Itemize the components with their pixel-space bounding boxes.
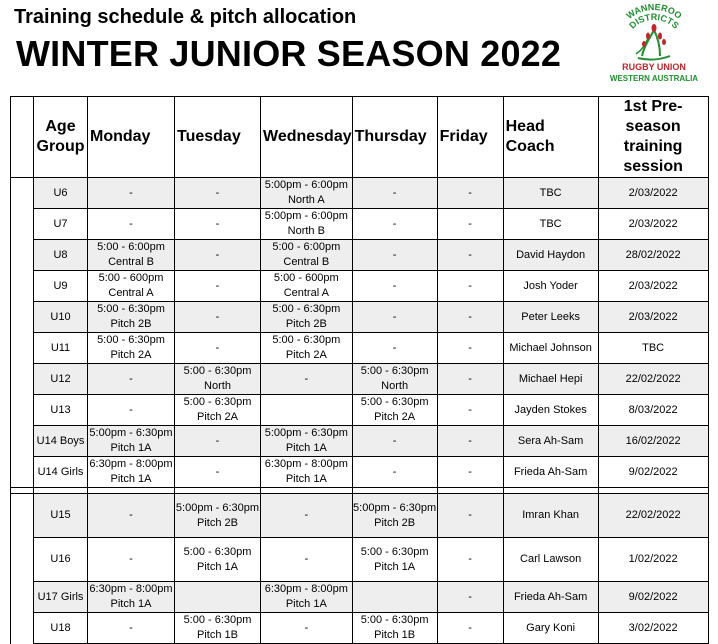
thursday-cell — [352, 271, 437, 302]
friday-cell-line: - — [468, 372, 472, 385]
thursday-cell — [352, 302, 437, 333]
wednesday-cell — [261, 333, 353, 364]
tuesday-cell-line: - — [215, 186, 220, 199]
preseason-cell: 2/03/2022 — [598, 209, 708, 240]
tuesday-cell — [175, 271, 261, 302]
preseason-cell: TBC — [598, 333, 708, 364]
monday-cell — [88, 240, 175, 271]
wednesday-cell-line: 5:00pm - 6:00pm — [264, 179, 348, 191]
header-tuesday: Tuesday — [175, 97, 261, 178]
page-title: WINTER JUNIOR SEASON 2022 — [16, 33, 562, 74]
row-spacer-cell — [11, 364, 34, 395]
friday-cell — [437, 302, 503, 333]
friday-cell — [437, 426, 503, 457]
thursday-cell — [352, 209, 437, 240]
tuesday-cell — [175, 582, 261, 613]
monday-cell-line: 5:00 - 6:30pm — [97, 334, 165, 346]
row-spacer-cell — [11, 582, 34, 613]
wednesday-cell-line: Pitch 2A — [285, 349, 327, 361]
coach-cell: Frieda Ah-Sam — [503, 582, 598, 613]
header-wednesday: Wednesday — [261, 97, 353, 178]
monday-cell — [88, 302, 175, 333]
tuesday-cell-line: Pitch 1B — [197, 629, 238, 641]
age-cell: U16 — [34, 538, 88, 582]
thursday-cell-line: - — [392, 341, 397, 354]
coach-cell: Sera Ah-Sam — [503, 426, 598, 457]
monday-cell — [88, 209, 175, 240]
age-cell: U18 — [34, 613, 88, 644]
thursday-cell-line: - — [392, 465, 397, 478]
friday-cell — [437, 395, 503, 426]
monday-cell-line: Central B — [108, 256, 154, 268]
wednesday-cell-line: 6:30pm - 8:00pm — [264, 458, 348, 470]
wednesday-cell — [261, 271, 353, 302]
preseason-cell: 2/03/2022 — [598, 302, 708, 333]
monday-cell-line: Pitch 2B — [110, 318, 152, 330]
tuesday-cell — [175, 613, 261, 644]
tuesday-cell — [175, 178, 261, 209]
thursday-cell — [352, 178, 437, 209]
table-row — [11, 240, 709, 271]
header-preseason: 1st Pre-season training session — [598, 97, 708, 178]
monday-cell — [88, 538, 175, 582]
friday-cell-line: - — [468, 186, 472, 199]
friday-cell — [437, 494, 503, 538]
preseason-cell: 9/02/2022 — [598, 457, 708, 488]
wednesday-cell-line: Pitch 2B — [285, 318, 327, 330]
wednesday-cell — [261, 538, 353, 582]
age-cell: U14 Girls — [34, 457, 88, 488]
wednesday-cell — [261, 302, 353, 333]
friday-cell-line: - — [468, 248, 472, 261]
thursday-cell — [352, 582, 437, 613]
monday-cell-line: Pitch 1A — [110, 442, 152, 454]
row-spacer-cell — [11, 209, 34, 240]
monday-cell-line: - — [129, 621, 133, 634]
friday-cell-line: - — [468, 509, 472, 521]
coach-cell: Michael Johnson — [503, 333, 598, 364]
age-cell: U11 — [34, 333, 88, 364]
thursday-cell-line: - — [392, 310, 397, 323]
friday-cell-line: - — [468, 279, 472, 292]
table-row — [11, 494, 709, 538]
friday-cell-line: - — [468, 465, 472, 478]
monday-cell-line: 5:00 - 600pm — [98, 272, 164, 284]
monday-cell — [88, 613, 175, 644]
monday-cell-line: Pitch 1A — [110, 473, 152, 485]
table-row — [11, 178, 709, 209]
thursday-cell — [352, 457, 437, 488]
thursday-cell-line: - — [392, 434, 397, 447]
wednesday-cell — [261, 582, 353, 613]
monday-cell-line: Central A — [108, 287, 154, 299]
tuesday-cell-line: - — [215, 341, 220, 354]
age-cell: U15 — [34, 494, 88, 538]
monday-cell — [88, 426, 175, 457]
monday-cell-line: - — [129, 553, 133, 565]
thursday-cell — [352, 494, 437, 538]
coach-cell: Michael Hepi — [503, 364, 598, 395]
wednesday-cell — [261, 613, 353, 644]
row-spacer-cell — [11, 271, 34, 302]
age-cell: U13 — [34, 395, 88, 426]
tuesday-cell-line: - — [215, 465, 220, 478]
friday-cell-line: - — [468, 403, 472, 416]
table-row — [11, 613, 709, 644]
friday-cell-line: - — [468, 434, 472, 447]
preseason-cell: 28/02/2022 — [598, 240, 708, 271]
monday-cell-line: Pitch 2A — [110, 349, 152, 361]
wednesday-cell — [261, 178, 353, 209]
tuesday-cell — [175, 302, 261, 333]
monday-cell-line: - — [129, 403, 133, 416]
preseason-cell: 2/03/2022 — [598, 178, 708, 209]
tuesday-cell-line: 5:00 - 6:30pm — [183, 545, 252, 558]
table-row — [11, 538, 709, 582]
row-spacer-cell — [11, 178, 34, 209]
tuesday-cell-line: Pitch 1A — [197, 560, 238, 573]
row-spacer-cell — [11, 457, 34, 488]
table-row — [11, 302, 709, 333]
thursday-cell-line: - — [392, 279, 397, 292]
tuesday-cell — [175, 240, 261, 271]
thursday-cell — [352, 426, 437, 457]
monday-cell-line: 5:00pm - 6:30pm — [89, 427, 173, 439]
wednesday-cell-line: - — [304, 509, 309, 521]
thursday-cell-line: 5:00 - 6:30pm — [360, 365, 429, 377]
monday-cell — [88, 271, 175, 302]
coach-cell: Carl Lawson — [503, 538, 598, 582]
thursday-cell — [352, 364, 437, 395]
table-row — [11, 271, 709, 302]
monday-cell-line: 5:00 - 6:00pm — [97, 241, 165, 253]
wednesday-cell-line: 5:00 - 6:30pm — [272, 334, 341, 346]
friday-cell — [437, 178, 503, 209]
age-cell: U6 — [34, 178, 88, 209]
table-row — [11, 457, 709, 488]
tuesday-cell — [175, 494, 261, 538]
coach-cell: TBC — [503, 178, 598, 209]
wednesday-cell-line: North A — [287, 194, 325, 206]
header-age-group: Age Group — [34, 97, 88, 178]
coach-cell: Jayden Stokes — [503, 395, 598, 426]
preseason-cell: 22/02/2022 — [598, 364, 708, 395]
age-cell: U7 — [34, 209, 88, 240]
friday-cell-line: - — [468, 553, 472, 565]
thursday-cell — [352, 538, 437, 582]
thursday-cell-line: 5:00 - 6:30pm — [360, 614, 429, 626]
row-spacer-cell — [11, 613, 34, 644]
tuesday-cell-line: North — [204, 380, 231, 392]
table-header-row — [11, 97, 709, 178]
tuesday-cell — [175, 209, 261, 240]
monday-cell — [88, 494, 175, 538]
friday-cell-line: - — [468, 341, 472, 354]
coach-cell: TBC — [503, 209, 598, 240]
friday-cell — [437, 582, 503, 613]
friday-cell — [437, 271, 503, 302]
tuesday-cell-line: Pitch 2B — [197, 516, 238, 529]
coach-cell: David Haydon — [503, 240, 598, 271]
thursday-cell-line: Pitch 2A — [374, 411, 416, 423]
tuesday-cell — [175, 364, 261, 395]
monday-cell-line: 6:30pm - 8:00pm — [89, 583, 173, 595]
friday-cell — [437, 457, 503, 488]
wednesday-cell — [261, 426, 353, 457]
thursday-cell-line: Pitch 2B — [374, 516, 416, 529]
monday-cell-line: - — [129, 509, 133, 521]
thursday-cell — [352, 333, 437, 364]
thursday-cell-line: - — [392, 186, 397, 199]
monday-cell — [88, 178, 175, 209]
table-row — [11, 333, 709, 364]
tuesday-cell-line: 5:00 - 6:30pm — [183, 396, 252, 408]
monday-cell-line: 5:00 - 6:30pm — [97, 303, 165, 315]
wednesday-cell-line: 5:00 - 6:30pm — [272, 303, 341, 315]
wednesday-cell-line: 5:00 - 600pm — [273, 272, 339, 284]
tuesday-cell-line: 5:00 - 6:30pm — [183, 365, 252, 377]
tuesday-cell-line: 5:00pm - 6:30pm — [175, 501, 260, 514]
header-spacer — [11, 97, 34, 178]
row-spacer-cell — [11, 494, 34, 538]
friday-cell-line: - — [468, 217, 472, 230]
header-friday: Friday — [437, 97, 503, 178]
wednesday-cell-line: Central A — [283, 287, 329, 299]
row-spacer-cell — [11, 240, 34, 271]
preseason-cell: 1/02/2022 — [598, 538, 708, 582]
preseason-cell: 22/02/2022 — [598, 494, 708, 538]
club-logo — [598, 0, 710, 86]
thursday-cell — [352, 613, 437, 644]
thursday-cell — [352, 395, 437, 426]
tuesday-cell — [175, 333, 261, 364]
wednesday-cell-line: Pitch 1A — [285, 598, 327, 610]
tuesday-cell-line: - — [215, 217, 220, 230]
monday-cell — [88, 457, 175, 488]
coach-cell: Frieda Ah-Sam — [503, 457, 598, 488]
logo-text-rugby: RUGBY UNION — [622, 62, 686, 72]
wednesday-cell — [261, 240, 353, 271]
wednesday-cell — [261, 494, 353, 538]
monday-cell — [88, 395, 175, 426]
wednesday-cell — [261, 457, 353, 488]
table-row — [11, 209, 709, 240]
row-spacer-cell — [11, 302, 34, 333]
friday-cell — [437, 538, 503, 582]
wednesday-cell — [261, 209, 353, 240]
age-cell: U10 — [34, 302, 88, 333]
thursday-cell-line: 5:00pm - 6:30pm — [353, 501, 437, 514]
friday-cell — [437, 209, 503, 240]
logo-text-top: WANNEROO — [624, 1, 684, 21]
monday-cell-line: 6:30pm - 8:00pm — [89, 458, 173, 470]
thursday-cell-line: North — [381, 380, 409, 392]
friday-cell-line: - — [468, 590, 472, 603]
tuesday-cell — [175, 395, 261, 426]
age-cell: U12 — [34, 364, 88, 395]
wednesday-cell-line: - — [304, 553, 309, 565]
monday-cell — [88, 582, 175, 613]
wednesday-cell — [261, 395, 353, 426]
coach-cell: Gary Koni — [503, 613, 598, 644]
monday-cell — [88, 364, 175, 395]
coach-cell: Josh Yoder — [503, 271, 598, 302]
tuesday-cell — [175, 538, 261, 582]
age-cell: U14 Boys — [34, 426, 88, 457]
table-row — [11, 395, 709, 426]
table-row — [11, 364, 709, 395]
monday-cell-line: - — [129, 217, 133, 230]
thursday-cell-line: 5:00 - 6:30pm — [360, 396, 429, 408]
monday-cell — [88, 333, 175, 364]
wednesday-cell-line: North B — [287, 225, 325, 237]
friday-cell-line: - — [468, 621, 472, 634]
thursday-cell-line: - — [392, 248, 397, 261]
tuesday-cell — [175, 426, 261, 457]
page-subtitle: Training schedule & pitch allocation — [14, 6, 357, 28]
wednesday-cell-line: - — [304, 372, 309, 385]
thursday-cell-line: 5:00 - 6:30pm — [360, 545, 429, 558]
tuesday-cell-line: 5:00 - 6:30pm — [183, 614, 252, 626]
kangaroo-paw-icon — [636, 24, 670, 60]
preseason-cell: 3/02/2022 — [598, 613, 708, 644]
tuesday-cell-line: - — [215, 248, 220, 261]
row-spacer-cell — [11, 426, 34, 457]
schedule-table — [10, 96, 709, 644]
friday-cell — [437, 333, 503, 364]
preseason-cell: 9/02/2022 — [598, 582, 708, 613]
header-monday: Monday — [88, 97, 175, 178]
age-cell: U8 — [34, 240, 88, 271]
friday-cell — [437, 240, 503, 271]
thursday-cell — [352, 240, 437, 271]
thursday-cell-line: - — [392, 217, 397, 230]
logo-text-state: WESTERN AUSTRALIA — [609, 74, 699, 83]
tuesday-cell-line: - — [215, 310, 220, 323]
friday-cell — [437, 364, 503, 395]
wednesday-cell-line: 6:30pm - 8:00pm — [264, 583, 348, 595]
wednesday-cell-line: Pitch 1A — [285, 473, 327, 485]
wednesday-cell-line: Pitch 1A — [285, 442, 327, 454]
preseason-cell: 2/03/2022 — [598, 271, 708, 302]
tuesday-cell — [175, 457, 261, 488]
logo-text-mid: DISTRICTS — [627, 12, 681, 31]
coach-cell: Imran Khan — [503, 494, 598, 538]
wednesday-cell — [261, 364, 353, 395]
table-row — [11, 426, 709, 457]
table-row — [11, 582, 709, 613]
monday-cell-line: Pitch 1A — [110, 598, 152, 610]
tuesday-cell-line: - — [215, 279, 220, 292]
monday-cell-line: - — [129, 186, 133, 199]
wednesday-cell-line: 5:00pm - 6:00pm — [264, 210, 348, 222]
thursday-cell-line: Pitch 1A — [374, 560, 416, 573]
friday-cell — [437, 613, 503, 644]
thursday-cell-line: Pitch 1B — [374, 629, 416, 641]
age-cell: U9 — [34, 271, 88, 302]
preseason-cell: 8/03/2022 — [598, 395, 708, 426]
tuesday-cell-line: Pitch 2A — [197, 411, 238, 423]
wednesday-cell-line: 5:00 - 6:00pm — [272, 241, 341, 253]
preseason-cell: 16/02/2022 — [598, 426, 708, 457]
row-spacer-cell — [11, 333, 34, 364]
wednesday-cell-line: Central B — [283, 256, 330, 268]
row-spacer-cell — [11, 538, 34, 582]
wednesday-cell-line: 5:00pm - 6:30pm — [264, 427, 348, 439]
monday-cell-line: - — [129, 372, 133, 385]
wednesday-cell-line: - — [304, 621, 309, 634]
header-head-coach: Head Coach — [503, 97, 598, 178]
coach-cell: Peter Leeks — [503, 302, 598, 333]
row-spacer-cell — [11, 395, 34, 426]
header-thursday: Thursday — [352, 97, 437, 178]
tuesday-cell-line: - — [215, 434, 220, 447]
friday-cell-line: - — [468, 310, 472, 323]
age-cell: U17 Girls — [34, 582, 88, 613]
